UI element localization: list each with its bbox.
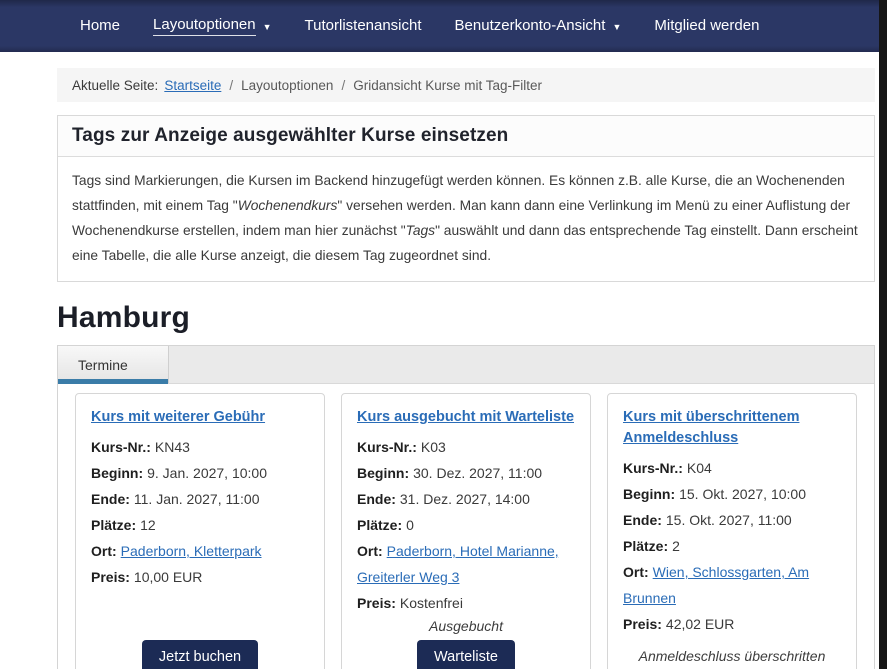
- nav-item-tutorlistenansicht[interactable]: [305, 17, 422, 36]
- intro-box: [57, 115, 875, 282]
- location-link[interactable]: Wien, Schlossgarten, Am Brunnen: [623, 564, 810, 606]
- fully-booked-note: Ausgebucht: [429, 618, 503, 634]
- tab-panel: [57, 345, 875, 669]
- field-label: Preis:: [357, 595, 396, 611]
- field-value: 15. Okt. 2027, 10:00: [679, 486, 806, 502]
- field-label: Plätze:: [91, 517, 137, 533]
- nav-item-benutzerkonto-ansicht[interactable]: [455, 17, 622, 36]
- breadcrumb-separator: /: [341, 77, 346, 93]
- field-label: Ort:: [623, 564, 649, 580]
- field-label: Plätze:: [357, 517, 403, 533]
- field-value: KN43: [154, 439, 190, 455]
- nav-item-label: Layoutoptionen: [153, 16, 256, 36]
- field-value: 0: [406, 517, 414, 533]
- field-label: Beginn:: [623, 486, 676, 502]
- waitlist-button[interactable]: Warteliste: [417, 640, 515, 669]
- field-label: Plätze:: [623, 538, 669, 554]
- nav-item-label: Mitglied werden: [654, 16, 760, 34]
- location-link[interactable]: Paderborn, Kletterpark: [120, 543, 262, 559]
- course-seats-row: [357, 512, 575, 538]
- location-link[interactable]: Paderborn, Hotel Marianne, Greiterler Weg 3: [357, 543, 559, 585]
- field-value: 11. Jan. 2027, 11:00: [133, 491, 260, 507]
- field-label: Ende:: [357, 491, 396, 507]
- course-title-link[interactable]: Kurs ausgebucht mit Warteliste: [357, 409, 575, 425]
- field-label: Kurs-Nr.:: [623, 460, 683, 476]
- tab-termine[interactable]: [58, 346, 169, 383]
- field-label: Ort:: [357, 543, 383, 559]
- breadcrumb-prefix: Aktuelle Seite:: [72, 77, 159, 93]
- course-seats-row: [623, 533, 841, 559]
- field-value: Kostenfrei: [399, 595, 463, 611]
- course-card-k03: [341, 393, 591, 669]
- course-title-link[interactable]: Kurs mit weiterer Gebühr: [91, 409, 266, 425]
- course-seats-row: [91, 512, 309, 538]
- field-label: Kurs-Nr.:: [91, 439, 151, 455]
- field-label: Ende:: [623, 512, 662, 528]
- field-label: Ort:: [91, 543, 117, 559]
- field-value: 12: [140, 517, 156, 533]
- breadcrumb: [57, 68, 875, 102]
- course-location-row: [623, 559, 841, 611]
- field-label: Preis:: [91, 569, 130, 585]
- course-price-row: [91, 564, 309, 590]
- tab-strip: [58, 346, 874, 384]
- nav-item-layoutoptionen[interactable]: [153, 16, 272, 36]
- nav-item-mitglied-werden[interactable]: [654, 17, 759, 36]
- course-price-row: [357, 590, 575, 616]
- course-end-row: [623, 507, 841, 533]
- field-value: 30. Dez. 2027, 11:00: [413, 465, 543, 481]
- course-start-row: [357, 460, 575, 486]
- course-price-row: [623, 611, 841, 637]
- field-value: 42,02 EUR: [665, 616, 735, 632]
- course-number-row: [623, 455, 841, 481]
- field-label: Beginn:: [357, 465, 410, 481]
- field-value: K04: [686, 460, 712, 476]
- field-value: 31. Dez. 2027, 14:00: [399, 491, 530, 507]
- intro-paragraph: Tags sind Markierungen, die Kursen im Backend hinzugefügt werden können. Es können z.B. alle Kurse, die an Wochenenden stattfinden, mit einem Tag "Wochenendkurs" versehen werden. Man kann dann eine Verlinkung im Menü zu einer Auflistung der Wochenendkurse erstellen, indem man hier zunächst "Tags" auswählt und dann das entsprechende Tag einstellt. Dann erscheint eine Tabelle, die alle Kurse anzeigt, die diesem Tag zugeordnet sind.: [72, 173, 858, 263]
- field-value: 2: [672, 538, 680, 554]
- field-label: Kurs-Nr.:: [357, 439, 417, 455]
- tab-label: Termine: [78, 356, 128, 373]
- course-start-row: [91, 460, 309, 486]
- course-start-row: [623, 481, 841, 507]
- breadcrumb-item-layoutoptionen: Layoutoptionen: [241, 77, 334, 93]
- intro-title: Tags zur Anzeige ausgewählter Kurse einsetzen: [72, 125, 509, 146]
- top-navigation: [0, 0, 887, 52]
- deadline-passed-note: Anmeldeschluss überschritten: [638, 648, 826, 664]
- course-title-link[interactable]: Kurs mit überschrittenem Anmeldeschluss: [623, 409, 800, 446]
- book-now-button[interactable]: Jetzt buchen: [142, 640, 258, 669]
- breadcrumb-link-startseite[interactable]: Startseite: [164, 77, 222, 93]
- course-location-row: [91, 538, 309, 564]
- field-value: 9. Jan. 2027, 10:00: [147, 465, 267, 481]
- course-grid: [58, 384, 874, 669]
- course-card-kn43: [75, 393, 325, 669]
- field-label: Beginn:: [91, 465, 144, 481]
- page-title: Hamburg: [57, 301, 191, 334]
- course-end-row: [357, 486, 575, 512]
- field-label: Preis:: [623, 616, 662, 632]
- course-card-k04: [607, 393, 857, 669]
- nav-item-label: Benutzerkonto-Ansicht: [454, 16, 606, 34]
- screenshot-edge-strip: [879, 0, 887, 669]
- intro-header: [58, 116, 874, 157]
- field-value: 15. Okt. 2027, 11:00: [665, 512, 792, 528]
- field-value: K03: [420, 439, 446, 455]
- nav-item-label: Tutorlistenansicht: [304, 16, 422, 34]
- chevron-down-icon: ▼: [612, 21, 622, 32]
- course-number-row: [91, 434, 309, 460]
- course-number-row: [357, 434, 575, 460]
- field-value: 10,00 EUR: [133, 569, 203, 585]
- field-label: Ende:: [91, 491, 130, 507]
- nav-item-label: Home: [80, 16, 121, 34]
- breadcrumb-separator: /: [229, 77, 234, 93]
- nav-item-home[interactable]: [80, 17, 120, 36]
- content-container: [57, 68, 875, 669]
- breadcrumb-item-current: Gridansicht Kurse mit Tag-Filter: [353, 77, 543, 93]
- chevron-down-icon: ▼: [262, 21, 272, 32]
- course-end-row: [91, 486, 309, 512]
- course-location-row: [357, 538, 575, 590]
